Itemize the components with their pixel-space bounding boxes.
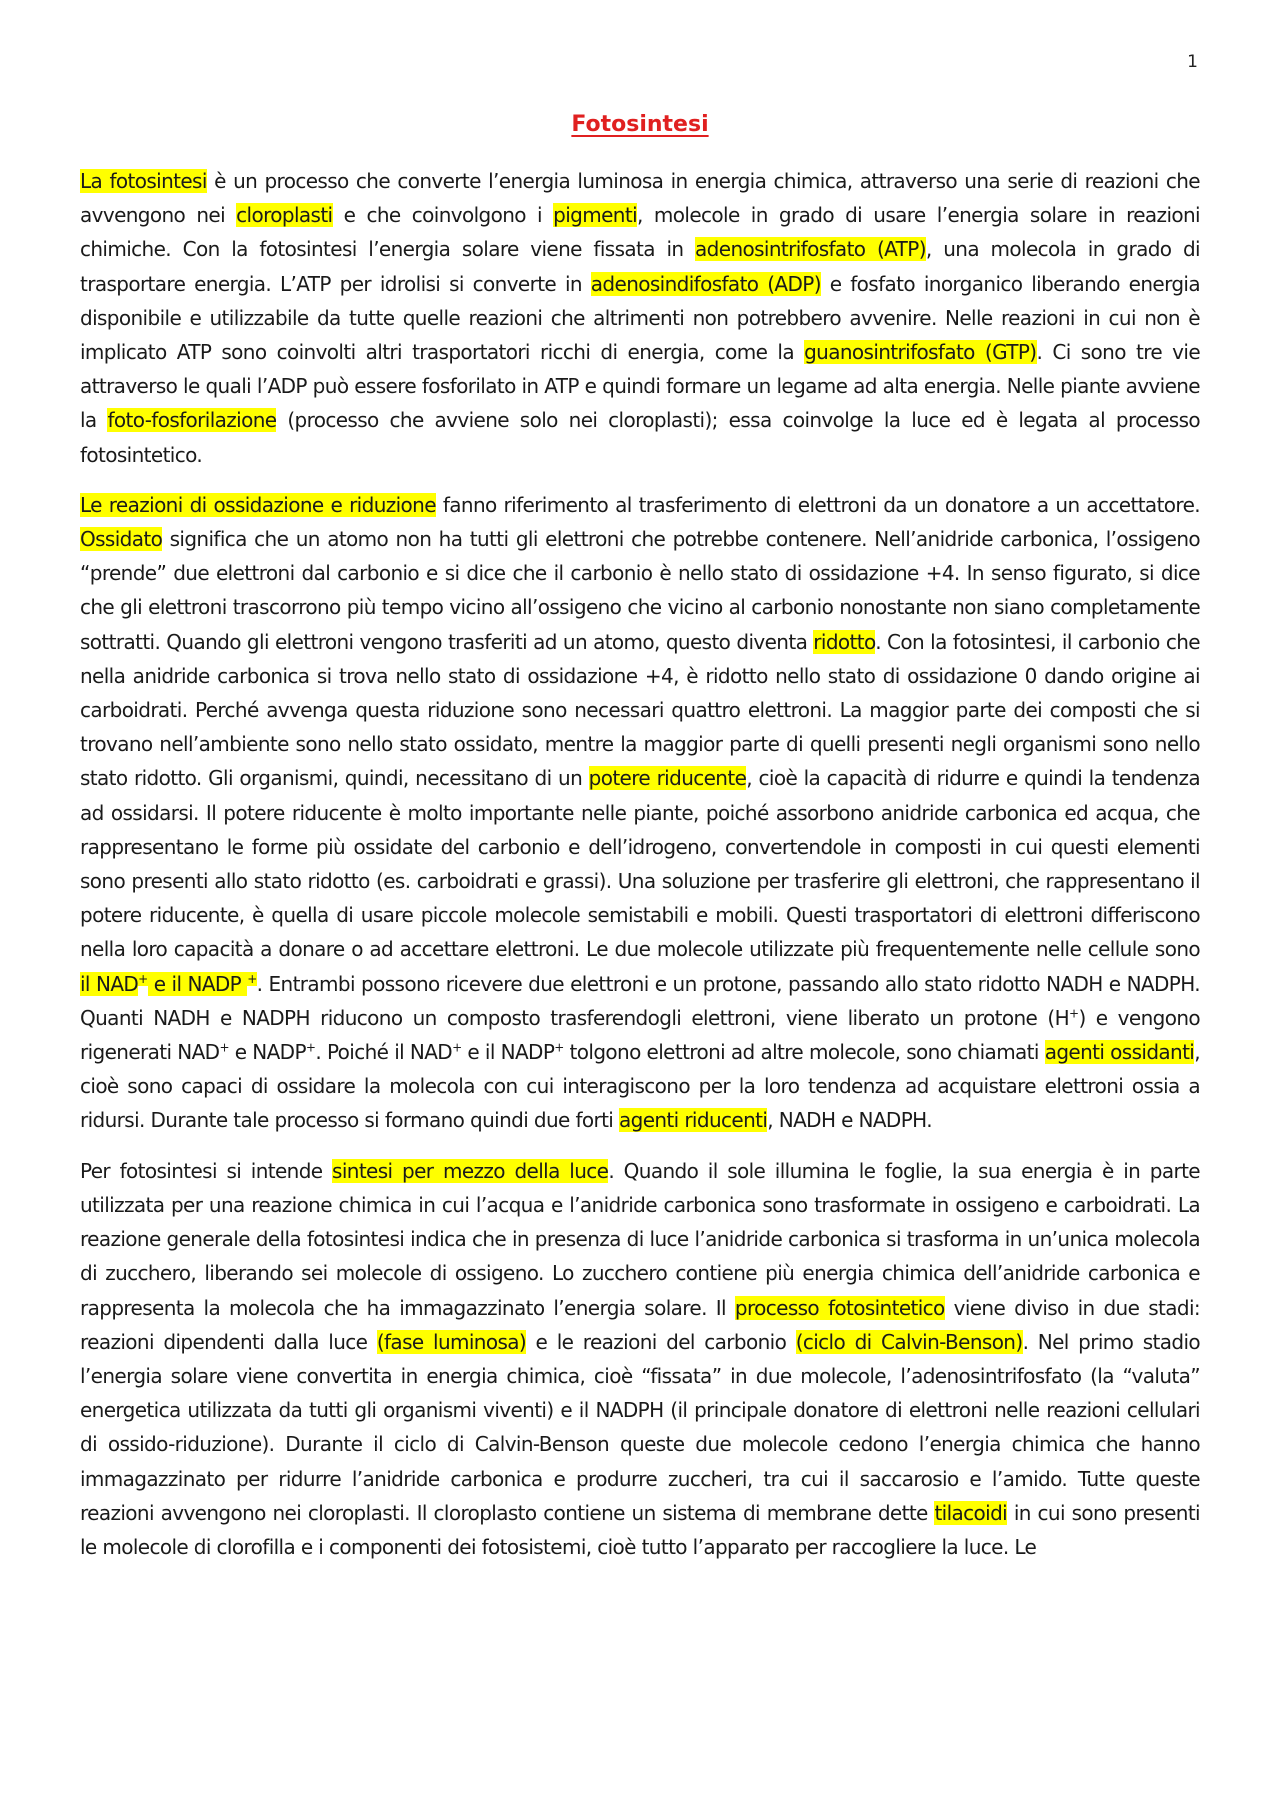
- superscript: +: [305, 1040, 316, 1055]
- highlighted-term: La fotosintesi: [80, 169, 207, 193]
- text-run: tolgono elettroni ad altre molecole, sono chiamati: [563, 1040, 1045, 1065]
- text-run: . Quando il sole illumina le foglie, la sua energia è in parte utilizzata per una reazione chimica in cui l’acqua e l’anidride carbonica sono trasformate in ossigeno e carboidrati. La reazione generale della fotosintesi indica che in presenza di luce l’anidride carbonica si trasforma in un’unica molecola di zucchero, liberando sei molecole di ossigeno. Lo zucchero contiene più energia chimica dell’anidride carbonica e rappresenta la molecola che ha immagazzinato l’energia solare. Il: [80, 1158, 1200, 1320]
- superscript: +: [452, 1040, 462, 1055]
- text-run: Per fotosintesi si intende: [80, 1158, 333, 1183]
- text-run: , cioè la capacità di ridurre e quindi la tendenza ad ossidarsi. Il potere riducente è molto importante nelle piante, poiché assorbono anidride carbonica ed acqua, che rappresentano le forme più ossidate del carbonio e dell’idrogeno, convertendole in composti in cui questi elementi sono presenti allo stato ridotto (es. carboidrati e grassi). Una soluzione per trasferire gli elettroni, che rappresentano il potere riducente, è quella di usare piccole molecole semistabili e mobili. Questi trasportatori di elettroni differiscono nella loro capacità a donare o ad accettare elettroni. Le due molecole utilizzate più frequentemente nelle cellule sono: [80, 766, 1200, 962]
- text-run: e le reazioni del carbonio: [526, 1329, 796, 1354]
- text-run: . Nel primo stadio l’energia solare viene convertita in energia chimica, cioè “fissata” in due molecole, l’adenosintrifosfato (la “valuta” energetica utilizzata da tutti gli organismi viventi) e il NADPH (il principale donatore di elettroni nelle reazioni cellulari di ossido-riduzione). Durante il ciclo di Calvin-Benson queste due molecole cedono l’energia chimica che hanno immagazzinato per ridurre l’anidride carbonica e produrre zuccheri, tra cui il saccarosio e l’amido. Tutte queste reazioni avvengono nei cloroplasti. Il cloroplasto contiene un sistema di membrane dette: [80, 1329, 1201, 1525]
- highlighted-term: tilacoidi: [934, 1500, 1008, 1525]
- highlighted-term: guanosintrifosfato (GTP): [804, 340, 1037, 365]
- superscript: +: [247, 972, 257, 987]
- highlighted-term: foto-fosforilazione: [107, 408, 277, 433]
- text-run: , NADH e NADPH.: [767, 1108, 932, 1133]
- text-run: . Con la fotosintesi, il carbonio che nella anidride carbonica si trova nello stato di ossidazione +4, è ridotto nello stato di ossidazione 0 dando origine ai carboidrati. Perché avvenga questa riduzione sono necessari quattro elettroni. La maggior parte dei composti che si trovano nell’ambiente sono nello stato ossidato, mentre la maggior parte di quelli presenti negli organismi sono nello stato ridotto. Gli organismi, quindi, necessitano di un: [80, 629, 1200, 791]
- superscript: +: [138, 972, 148, 987]
- paragraph: [80, 1154, 1200, 1564]
- highlighted-term: Le reazioni di ossidazione e riduzione: [80, 492, 436, 517]
- text-run: e che coinvolgono i: [332, 203, 554, 228]
- text-run: e fosfato inorganico liberando energia disponibile e utilizzabile da tutte quelle reazioni che altrimenti non potrebbero avvenire. Nelle reazioni in cui non è implicato ATP sono coinvolti altri trasportatori ricchi di energia, come la: [80, 271, 1200, 365]
- superscript: +: [219, 1040, 229, 1055]
- highlighted-term: Ossidato: [80, 527, 163, 552]
- paragraph: [80, 488, 1200, 1138]
- highlighted-term: potere riducente: [588, 766, 747, 791]
- superscript: +: [554, 1040, 564, 1055]
- text-run: significa che un atomo non ha tutti gli elettroni che potrebbe contenere. Nell’anidride carbonica, l’ossigeno “prende” due elettroni dal carbonio e si dice che il carbonio è nello stato di ossidazione +4. In senso figurato, si dice che gli elettroni trascorrono più tempo vicino all’ossigeno che vicino al carbonio nonostante non siano completamente sottratti. Quando gli elettroni vengono trasferiti ad un atomo, questo diventa: [80, 527, 1200, 654]
- text-run: è un processo che converte l’energia luminosa in energia chimica, attraverso una serie di reazioni che avvengono nei: [80, 169, 1200, 228]
- text-run: , molecole in grado di usare l’energia solare in reazioni chimiche. Con la fotosintesi l’energia solare viene fissata in: [80, 203, 1200, 262]
- highlighted-term: adenosintrifosfato (ATP): [695, 237, 926, 262]
- text-run: , una molecola in grado di trasportare energia. L’ATP per idrolisi si converte in: [80, 237, 1200, 296]
- paragraph: [80, 164, 1200, 472]
- highlighted-term: il NAD: [80, 971, 139, 996]
- text-run: (processo che avviene solo nei cloroplasti); essa coinvolge la luce ed è legata al processo fotosintetico.: [80, 408, 1201, 467]
- highlighted-term: ridotto: [813, 629, 876, 654]
- text-run: ) e vengono rigenerati NAD: [80, 1005, 1200, 1065]
- highlighted-term: (fase luminosa): [376, 1329, 527, 1354]
- text-run: e NADP: [228, 1040, 306, 1065]
- document-body: [80, 164, 1200, 1580]
- highlighted-term: agenti riducenti: [618, 1108, 768, 1133]
- text-run: e il NADP: [461, 1040, 555, 1065]
- document-title: Fotosintesi: [571, 112, 709, 137]
- highlighted-term: adenosindifosfato (ADP): [590, 271, 821, 296]
- text-run: viene diviso in due stadi: reazioni dipendenti dalla luce: [80, 1295, 1200, 1354]
- text-run: in cui sono presenti le molecole di clorofilla e i componenti dei fotosistemi, cioè tutto l’apparato per raccogliere la luce. Le: [80, 1500, 1200, 1559]
- text-run: . Entrambi possono ricevere due elettroni e un protone, passando allo stato ridotto NADH e NADPH. Quanti NADH e NADPH riducono un composto trasferendogli elettroni, viene liberato un protone (H: [80, 971, 1200, 1030]
- highlighted-term: sintesi per mezzo della luce: [332, 1158, 609, 1183]
- superscript: +: [1069, 1006, 1079, 1021]
- highlighted-term: e il NADP: [147, 971, 248, 996]
- highlighted-term: agenti ossidanti: [1044, 1040, 1195, 1065]
- page-number: 1: [1187, 52, 1198, 72]
- text-run: . Ci sono tre vie attraverso le quali l’ADP può essere fosforilato in ATP e quindi formare un legame ad alta energia. Nelle piante avviene la: [80, 340, 1200, 433]
- text-run: fanno riferimento al trasferimento di elettroni da un donatore a un accettatore.: [435, 492, 1200, 517]
- highlighted-term: (ciclo di Calvin-Benson): [795, 1329, 1023, 1354]
- highlighted-term: pigmenti: [553, 203, 638, 228]
- highlighted-term: processo fotosintetico: [734, 1295, 945, 1320]
- text-run: , cioè sono capaci di ossidare la molecola con cui interagiscono per la loro tendenza ad acquistare elettroni ossia a ridursi. Durante tale processo si formano quindi due forti: [80, 1040, 1200, 1133]
- text-run: . Poiché il NAD: [315, 1040, 453, 1065]
- highlighted-term: cloroplasti: [236, 203, 333, 228]
